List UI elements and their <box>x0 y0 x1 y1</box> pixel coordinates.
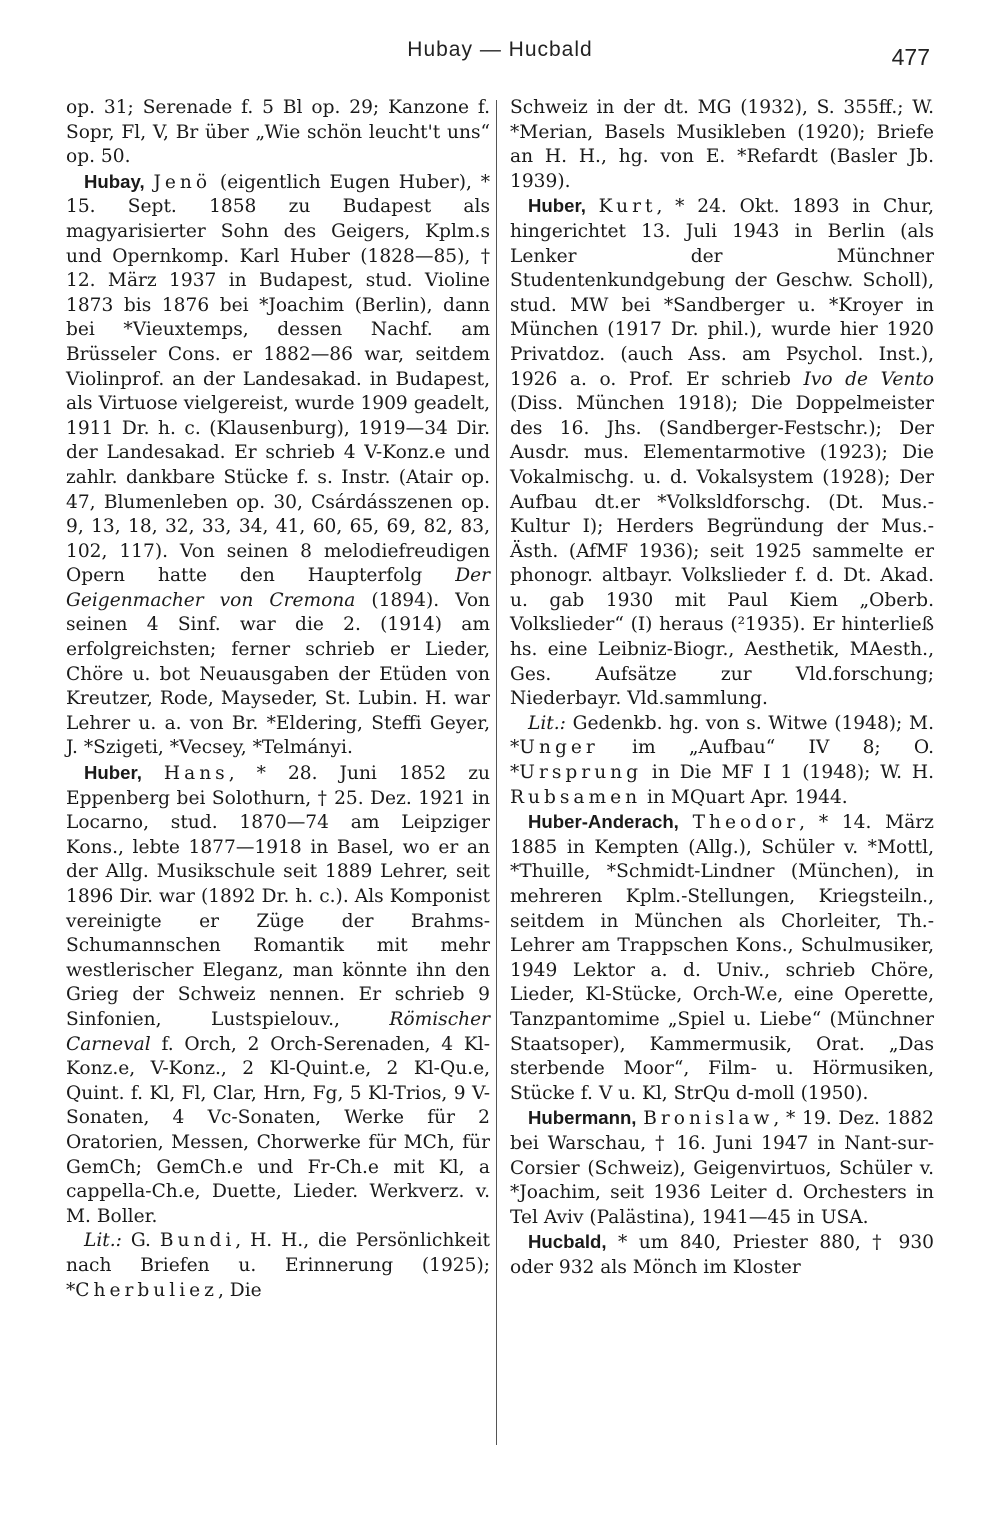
entry-huber-hans <box>66 761 490 1229</box>
lit-label: Lit.: <box>528 712 566 734</box>
lit-text: , H. H., die Persönlichkeit nach Briefen u. Erinnerung (1925); * <box>66 1230 490 1301</box>
headword: Hubermann, <box>528 1107 637 1129</box>
lit-text: , Die <box>217 1279 262 1301</box>
entry-huber-kurt <box>510 194 934 711</box>
entry-text: * um 840, Priester 880, † 930 oder 932 als Mönch im Kloster <box>510 1232 934 1278</box>
lit-author: Cherbuliez <box>75 1279 218 1301</box>
headword: Huber-Anderach, <box>528 811 679 833</box>
entry-huber-anderach <box>510 810 934 1106</box>
lit-author: Bundi <box>159 1230 236 1252</box>
given-name: Jenö <box>153 171 212 193</box>
lit-author: Rubsamen <box>510 786 642 808</box>
entry-text: , * 28. Juni 1852 zu Eppenberg bei Solothurn, † 25. Dez. 1921 in Locarno, stud. 1870—74 am Leipziger Kons., lebte 1877—1918 in Basel, wo er an der Allg. Musikschule seit 1889 Lehrer, seit 1896 Dir. war (1892 Dr. h. c.). Als Komponist vereinigte er Züge der Brahms-Schumannschen Romantik mit mehr westlerischer Eleganz, man könnte ihn den Grieg der Schweiz nennen. Er schrieb 9 Sinfonien, Lustspielouv., <box>66 763 490 1030</box>
headword: Hubay, <box>84 170 145 192</box>
entry-hubermann <box>510 1106 934 1230</box>
entry-text: f. Orch, 2 Orch-Serenaden, 4 Kl-Konz.e, V-Konz., 2 Kl-Quint.e, 2 Kl-Qu.e, Quint. f. Kl, Fl, Clar, Hrn, Fg, 5 Kl-Trios, 9 V-Sonaten, 4 Vc-Sonaten, Werke für 2 Oratorien, Messen, Chorwerke für MCh, für GemCh; GemCh.e und Fr-Ch.e mit Kl, a cappella-Ch.e, Duette, Lieder. Werkverz. v. M. Boller. <box>66 1033 490 1227</box>
lit-author: Unger <box>519 737 599 759</box>
entry-text: (1894). Von seinen 4 Sinf. war die 2. (1914) am erfolgreichsten; ferner schrieb er Lieder, Chöre u. bot Neuausgaben der Etüden von Kreutzer, Rode, Mayseder, St. Lubin. H. war Lehrer u. a. von Br. *Eldering, Steffi Geyer, J. *Szigeti, *Vecsey, *Telmányi. <box>66 589 491 759</box>
entry-text: , * 14. März 1885 in Kempten (Allg.), Schüler v. *Mottl, *Thuille, *Schmidt-Lindner (München), in mehreren Kplm.-Stellungen, Kriegsteiln., seitdem in München als Chorleiter, Th.-Lehrer am Trappschen Kons., Schulmusiker, 1949 Lektor a. d. Univ., schrieb Chöre, Lieder, Kl-Stücke, Orch-W.e, eine Operette, Tanzpantomime „Spiel u. Liebe“ (Münchner Staatsoper), Kammermusik, Orat. „Das sterbende Moor“, Film- u. Hörmusiken, Stücke f. V u. Kl, StrQu d-moll (1950). <box>510 812 934 1104</box>
headword: Hucbald, <box>528 1231 607 1253</box>
entry-text: (eigentlich Eugen Huber), * 15. Sept. 1858 zu Budapest als magyarisierter Sohn des Geigers, Kplm.s und Opernkomp. Karl Huber (1828—85), † 12. März 1937 in Budapest, stud. Violine 1873 bis 1876 bei *Joachim (Berlin), dann bei *Vieuxtemps, dessen Nachf. am Brüsseler Cons. er 1882—86 war, seitdem Violinprof. an der Landesakad. in Budapest, als Virtuose vielgereist, wurde 1909 geadelt, 1911 Dr. h. c. (Klausenburg), 1919—34 Dir. der Landesakad. Er schrieb 4 V-Konz.e und zahlr. dankbare Stücke f. s. Instr. (Atair op. 47, Blumenleben op. 30, Csárdásszenen op. 9, 13, 18, 32, 33, 34, 41, 60, 65, 69, 82, 83, 102, 117). Von seinen 8 melodiefreudigen Opern hatte den Haupterfolg <box>66 171 491 587</box>
headword: Huber, <box>84 762 142 784</box>
given-name: Kurt <box>598 196 657 218</box>
continued-entry: Schweiz in der dt. MG (1932), S. 355ff.; W. *Merian, Basels Musikleben (1920); Briefe an H. H., hg. von E. *Refardt (Basler Jb. 1939). <box>510 97 934 192</box>
left-column <box>66 96 490 1303</box>
column-divider <box>496 100 497 1445</box>
lit-text: G. <box>121 1230 160 1252</box>
work-title: Ivo de Vento <box>803 368 934 390</box>
literature-huber-hans <box>66 1229 490 1303</box>
lit-label: Lit.: <box>84 1230 122 1252</box>
given-name: Bronislaw <box>643 1108 774 1130</box>
lit-text: im „Aufbau“ IV 8; O. * <box>510 737 934 784</box>
continued-entry: op. 31; Serenade f. 5 Bl op. 29; Kanzone f. Sopr, Fl, V, Br über „Wie schön leucht't uns“ op. 50. <box>66 97 490 168</box>
given-name: Theodor <box>692 812 800 834</box>
running-head: Hubay — Hucbald <box>407 38 593 61</box>
entry-text: , * 24. Okt. 1893 in Chur, hingerichtet 13. Juli 1943 in Berlin (als Lenker der Münchner Studentenkundgebung der Geschw. Scholl), stud. MW bei *Sandberger u. *Kroyer in München (1917 Dr. phil.), wurde hier 1920 Privatdoz. (auch Ass. am Psychol. Inst.), 1926 a. o. Prof. Er schrieb <box>510 196 934 390</box>
literature-huber-kurt <box>510 712 934 810</box>
lit-text: in Die MF I 1 (1948); W. H. <box>642 762 934 784</box>
lit-author: Ursprung <box>519 762 643 784</box>
work-title: Römischer Carneval <box>66 1008 490 1055</box>
lit-text: in MQuart Apr. 1944. <box>641 786 848 808</box>
page-number: 477 <box>891 44 930 70</box>
entry-text: , * 19. Dez. 1882 bei Warschau, † 16. Juni 1947 in Nant-sur-Corsier (Schweiz), Geigenvirtuos, Schüler v. *Joachim, seit 1936 Leiter d. Orchesters in Tel Aviv (Palästina), 1941—45 in USA. <box>510 1108 934 1228</box>
headword: Huber, <box>528 195 586 217</box>
work-title: Der Geigenmacher von Cremona <box>66 565 490 611</box>
given-name: Hans <box>163 763 229 785</box>
entry-hucbald <box>510 1230 934 1280</box>
right-column <box>510 96 934 1281</box>
lit-text: Gedenkb. hg. von s. Witwe (1948); M. * <box>510 712 934 759</box>
entry-hubay <box>66 170 490 761</box>
entry-text: (Diss. München 1918); Die Doppelmeister des 16. Jhs. (Sandberger-Festschr.); Der Ausdr. mus. Elementarmotive (1923); Die Vokalmischg. u. d. Vokalsystem (1928); Der Aufbau dt.er *Volksldforschg. (Dt. Mus.-Kultur I); Herders Begründung der Mus.-Ästh. (AfMF 1936); seit 1925 sammelte er phonogr. altbayr. Volkslieder f. d. Dt. Akad. u. gab 1930 mit Paul Kiem „Oberb. Volkslieder“ (I) heraus (²1935). Er hinterließ hs. eine Leibniz-Biogr., Aesthetik, MAesth., Ges. Aufsätze zur Vld.forschung; Niederbayr. Vld.sammlung. <box>510 393 934 710</box>
